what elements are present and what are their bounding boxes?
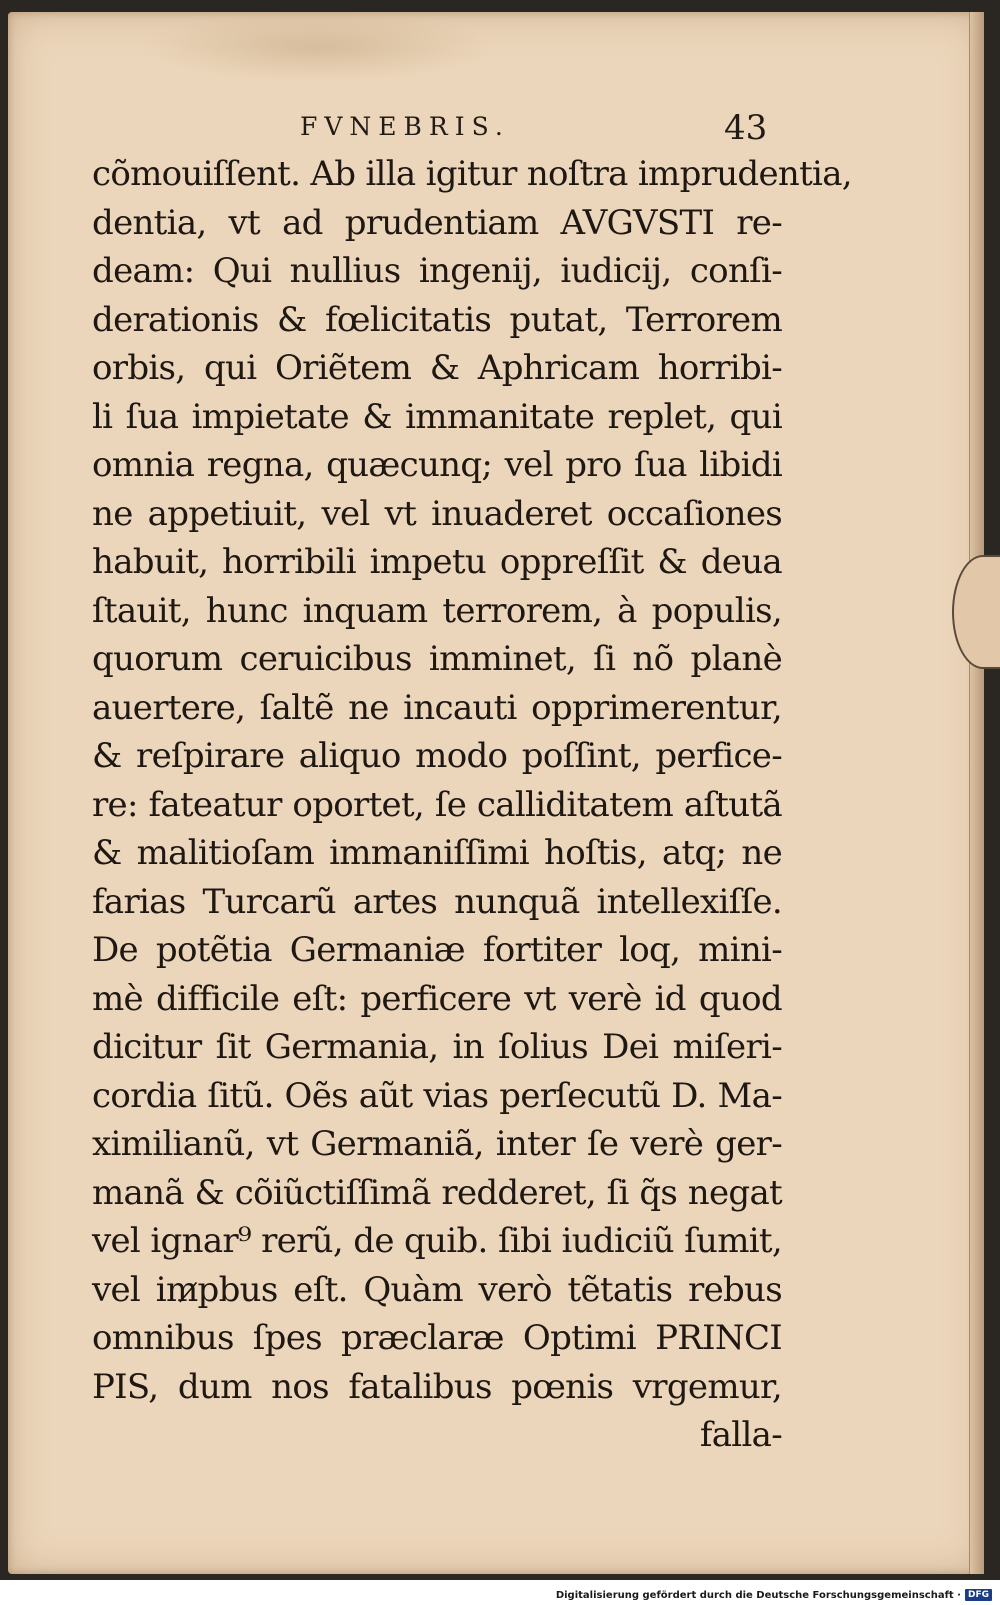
- text-line: ne appetiuit, vel vt inuaderet occaſiones: [92, 493, 782, 534]
- page-number: 43: [724, 108, 768, 148]
- page-edge: [969, 12, 984, 1574]
- text-line: deam: Qui nullius ingenij, iudicij, conſi-: [92, 251, 782, 291]
- text-line: & malitioſam immaniſſimi hoſtis, atq; ne: [92, 833, 782, 873]
- text-line: cõmouiſſent. Ab illa igitur noſtra imprudentia,: [92, 154, 852, 194]
- running-head: FVNEBRIS.: [300, 112, 510, 141]
- text-line: orbis, qui Oriẽtem & Aphricam horribi-: [92, 348, 782, 388]
- text-line: ximilianũ, vt Germaniã, inter ſe verè ger-: [92, 1124, 782, 1164]
- text-line: omnibus ſpes præclaræ Optimi PRINCI: [92, 1318, 782, 1358]
- text-line: De potẽtia Germaniæ fortiter loq, mini-: [92, 930, 782, 970]
- text-line: habuit, horribili impetu oppreſſit & deua: [92, 542, 782, 582]
- text-line: omnia regna, quæcunq; vel pro ſua libidi: [92, 445, 782, 485]
- text-line: derationis & fœlicitatis putat, Terrorem: [92, 299, 782, 340]
- text-line: cordia ſitũ. Oẽs aũt vias perſecutũ D. Ma-: [92, 1075, 782, 1116]
- text-line: dicitur ſit Germania, in ſolius Dei miſeri-: [92, 1027, 782, 1067]
- text-line: ſtauit, hunc inquam terrorem, à populis,: [92, 590, 782, 631]
- dfg-logo: DFG: [965, 1589, 992, 1601]
- text-line: auertere, ſaltẽ ne incauti opprimerentur,: [92, 687, 782, 728]
- text-line: vel ignar⁹ rerũ, de quib. ſibi iudiciũ ſumit,: [92, 1221, 782, 1261]
- text-line: dentia, vt ad prudentiam AVGVSTI re-: [92, 202, 782, 243]
- text-line: & reſpirare aliquo modo poſſint, perfice-: [92, 736, 782, 776]
- text-block: [92, 150, 852, 1460]
- catchword: falla-: [699, 1415, 782, 1455]
- page-stain: [138, 12, 498, 82]
- text-line: farias Turcarũ artes nunquã intellexiſſe.: [92, 881, 782, 922]
- text-line: li ſua impietate & immanitate replet, qui: [92, 396, 782, 437]
- text-line: manã & cõiũctiſſimã redderet, ſi q̃s negat: [92, 1172, 782, 1213]
- text-line: PIS, dum nos fatalibus pœnis vrgemur,: [92, 1366, 782, 1407]
- text-line: mè difficile eſt: perficere vt verè id quod: [92, 978, 782, 1019]
- text-line: quorum ceruicibus imminet, ſi nõ planè: [92, 639, 782, 679]
- footer-text: Digitalisierung gefördert durch die Deutsche Forschungsgemeinschaft ·: [555, 1589, 961, 1601]
- digitization-footer: [556, 1589, 992, 1601]
- text-line: re: fateatur oportet, ſe calliditatem aſtutã: [92, 784, 782, 825]
- text-line: vel im̷pbus eſt. Quàm verò tẽtatis rebus: [92, 1269, 782, 1310]
